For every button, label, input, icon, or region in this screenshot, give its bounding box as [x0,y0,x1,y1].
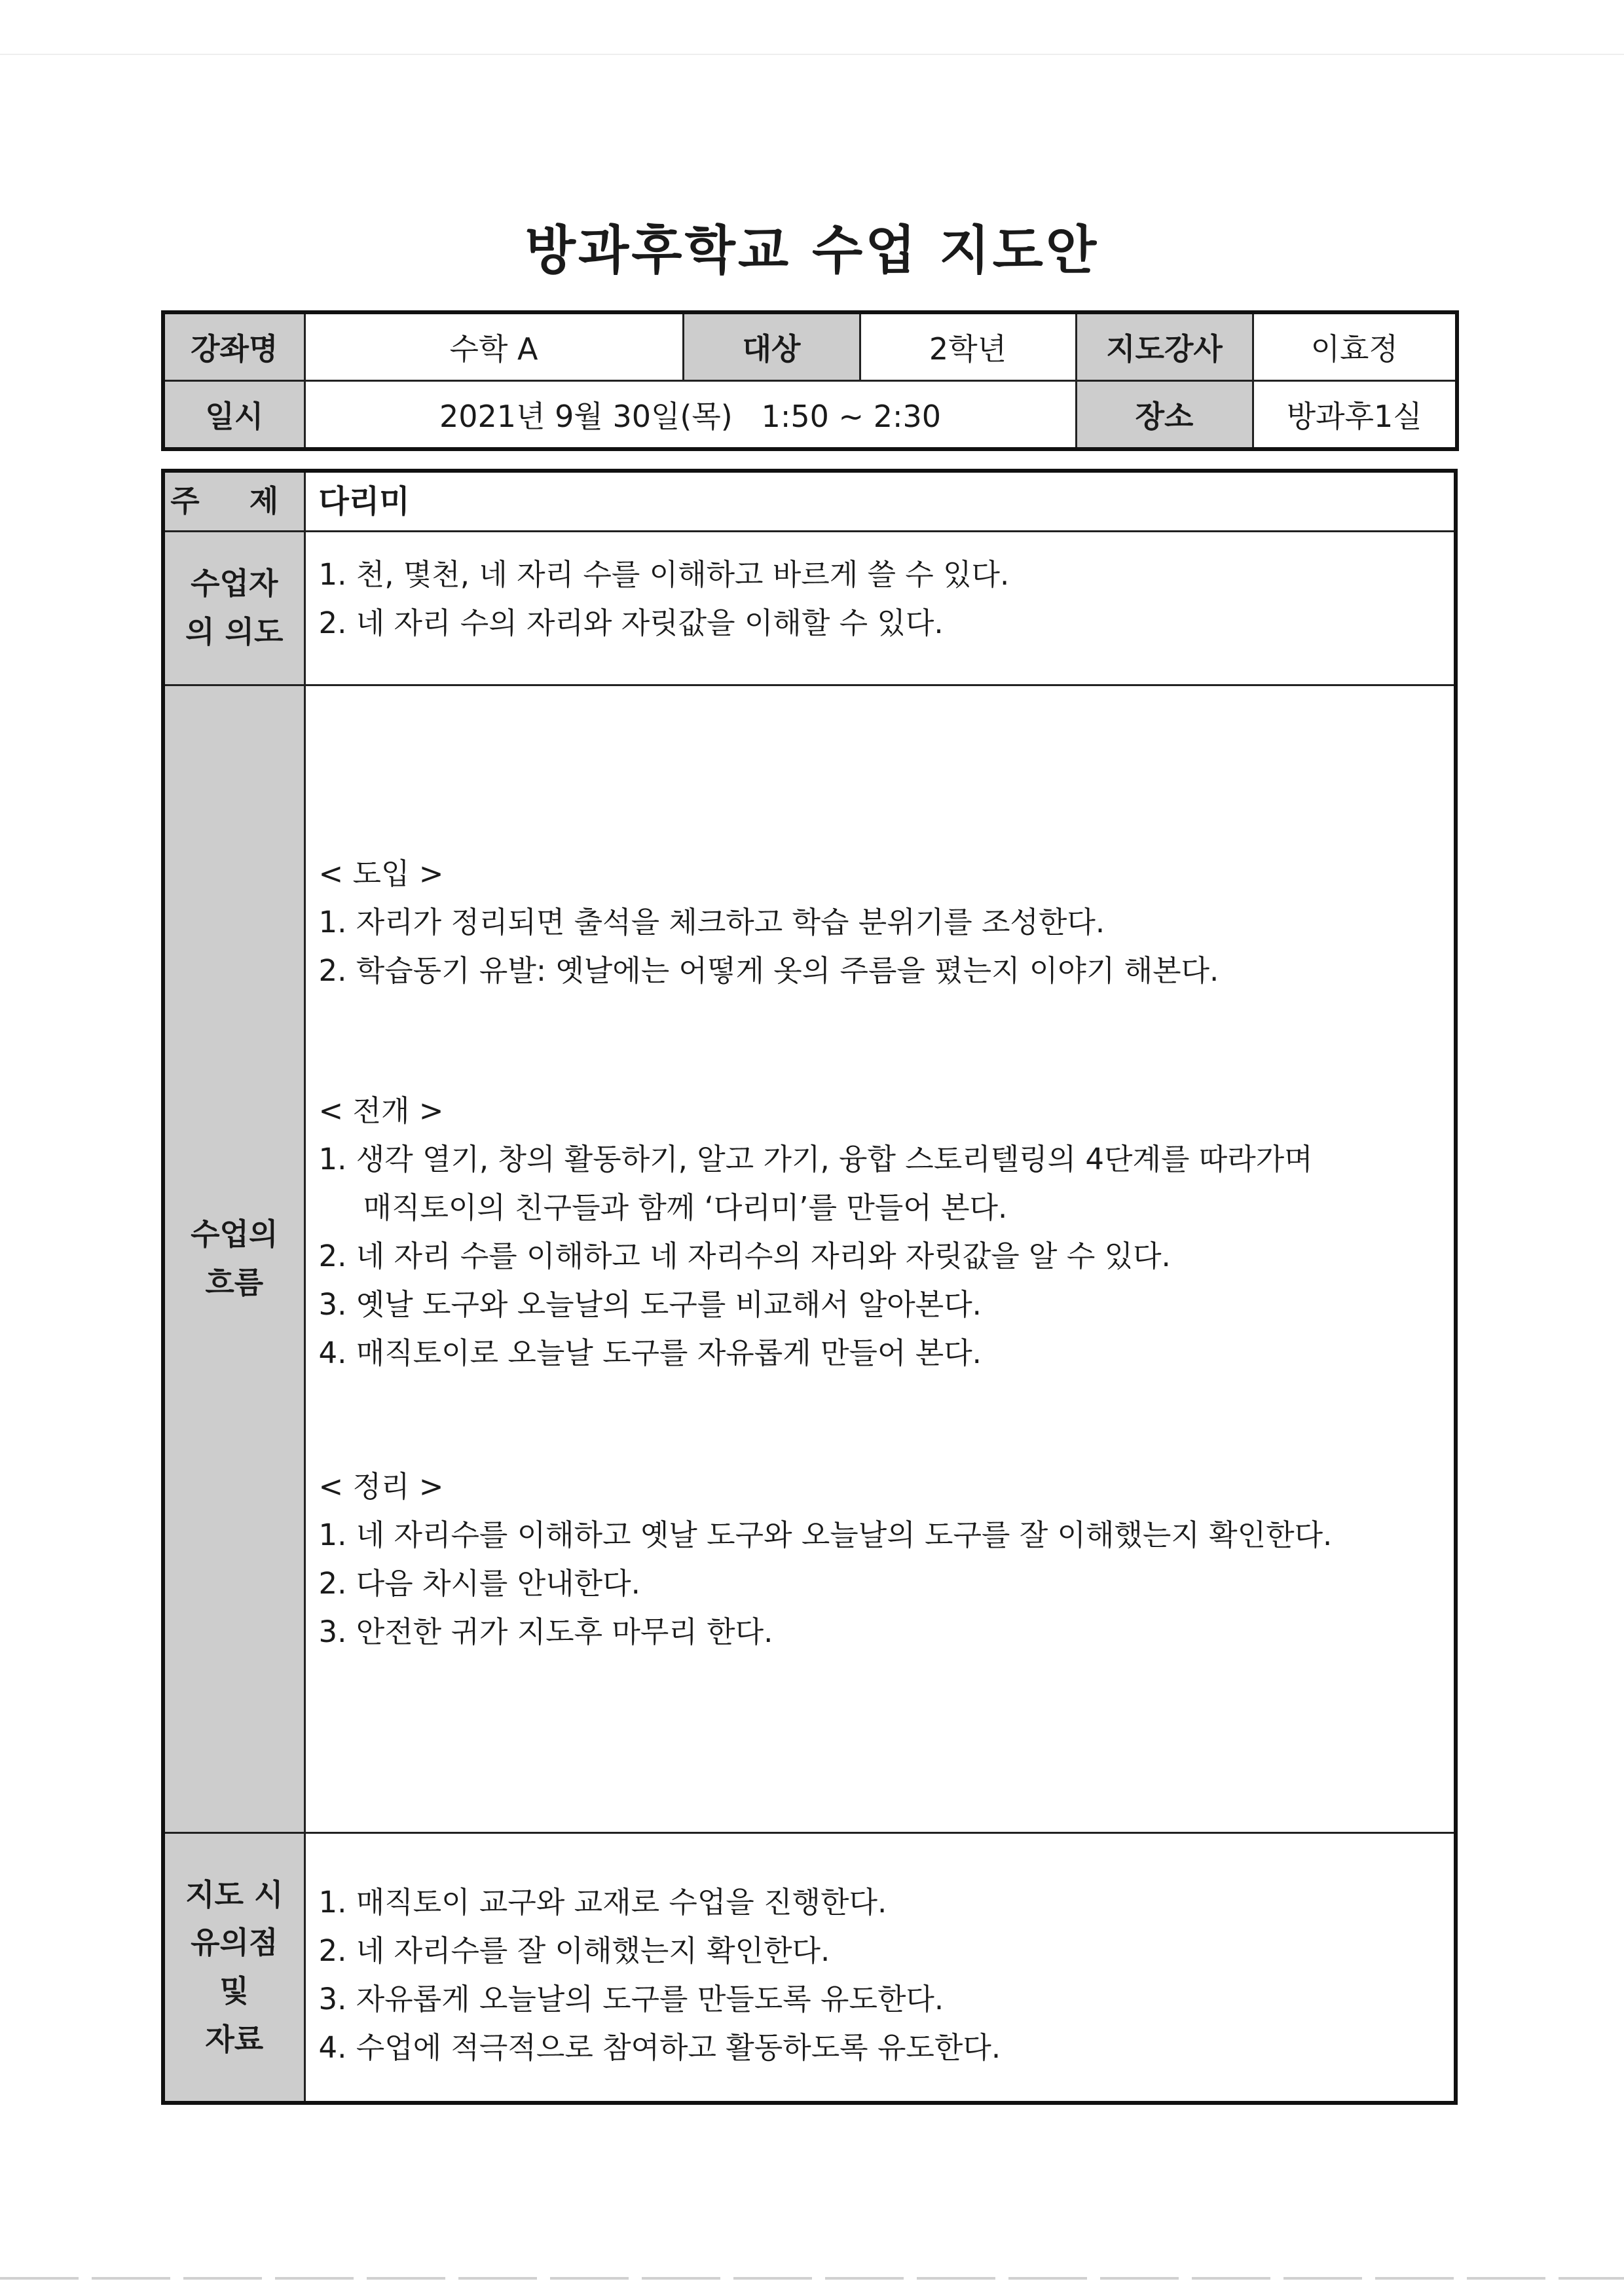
flow-cell [304,685,1456,1833]
subject-value: 다리미 [318,483,410,520]
intent-label-line2: 의 의도 [185,614,284,649]
develop-item-continued: 매직토이의 친구들과 함께 ‘다리미’를 만들어 본다. [363,1190,1008,1225]
info-row-datetime [163,381,1457,450]
intent-label-line1: 수업자 [191,566,278,602]
top-rule [0,54,1624,55]
notes-row [163,1833,1456,2104]
intent-row [163,532,1456,685]
notes-label-line1: 지도 시 [185,1876,284,1912]
notes-cell [304,1833,1456,2104]
intent-cell [304,532,1456,685]
wrap-heading: < 정리 > [318,1469,444,1504]
intro-item: 2. 학습동기 유발: 옛날에는 어떻게 옷의 주름을 폈는지 이야기 해본다. [318,953,1219,988]
datetime-label: 일시 [163,381,304,450]
develop-item: 2. 네 자리 수를 이해하고 네 자리수의 자리와 자릿값을 알 수 있다. [318,1239,1171,1273]
notes-label [163,1833,304,2104]
notes-label-line2: 유의점 [191,1925,278,1961]
flow-label-line2: 흐름 [205,1265,264,1300]
target-value: 2학년 [860,312,1076,381]
notes-item: 1. 매직토이 교구와 교재로 수업을 진행한다. [318,1885,887,1920]
flow-label-line1: 수업의 [191,1216,278,1252]
notes-item: 2. 네 자리수를 잘 이해했는지 확인한다. [318,1933,830,1968]
instructor-label: 지도강사 [1076,312,1253,381]
place-value: 방과후1실 [1253,381,1457,450]
intent-label [163,532,304,685]
notes-label-line4: 자료 [205,2021,264,2057]
info-table [161,310,1459,451]
subject-label [163,471,304,532]
notes-item: 3. 자유롭게 오늘날의 도구를 만들도록 유도한다. [318,1982,944,2016]
instructor-value: 이효정 [1253,312,1457,381]
subject-row [163,471,1456,532]
intro-heading: < 도입 > [318,856,444,891]
flow-label [163,685,304,1833]
wrap-item: 2. 다음 차시를 안내한다. [318,1566,640,1601]
intent-item: 1. 천, 몇천, 네 자리 수를 이해하고 바르게 쓸 수 있다. [318,557,1010,592]
wrap-item: 1. 네 자리수를 이해하고 옛날 도구와 오늘날의 도구를 잘 이해했는지 확인한다. [318,1518,1333,1552]
page-title: 방과후학교 수업 지도안 [525,220,1099,281]
develop-item: 1. 생각 열기, 창의 활동하기, 알고 가기, 융합 스토리텔링의 4단계를 따라가며 [318,1142,1313,1176]
subject-label-text: 주 제 [170,483,299,519]
datetime-value: 2021년 9월 30일(목) 1:50 ~ 2:30 [304,381,1076,450]
notes-label-line3: 및 [219,1973,249,2009]
course-value: 수학 A [304,312,683,381]
develop-item: 4. 매직토이로 오늘날 도구를 자유롭게 만들어 본다. [318,1336,982,1370]
wrap-item: 3. 안전한 귀가 지도후 마무리 한다. [318,1614,773,1649]
info-row-course [163,312,1457,381]
develop-heading: < 전개 > [318,1093,444,1128]
lesson-plan-table [161,469,1458,2105]
intro-item: 1. 자리가 정리되면 출석을 체크하고 학습 분위기를 조성한다. [318,905,1105,939]
scan-footer-line [0,2277,1624,2280]
target-label: 대상 [683,312,860,381]
subject-cell [304,471,1456,532]
notes-item: 4. 수업에 적극적으로 참여하고 활동하도록 유도한다. [318,2030,1001,2065]
intent-item: 2. 네 자리 수의 자리와 자릿값을 이해할 수 있다. [318,606,944,640]
flow-row [163,685,1456,1833]
place-label: 장소 [1076,381,1253,450]
course-label: 강좌명 [163,312,304,381]
develop-item: 3. 옛날 도구와 오늘날의 도구를 비교해서 알아본다. [318,1287,982,1322]
